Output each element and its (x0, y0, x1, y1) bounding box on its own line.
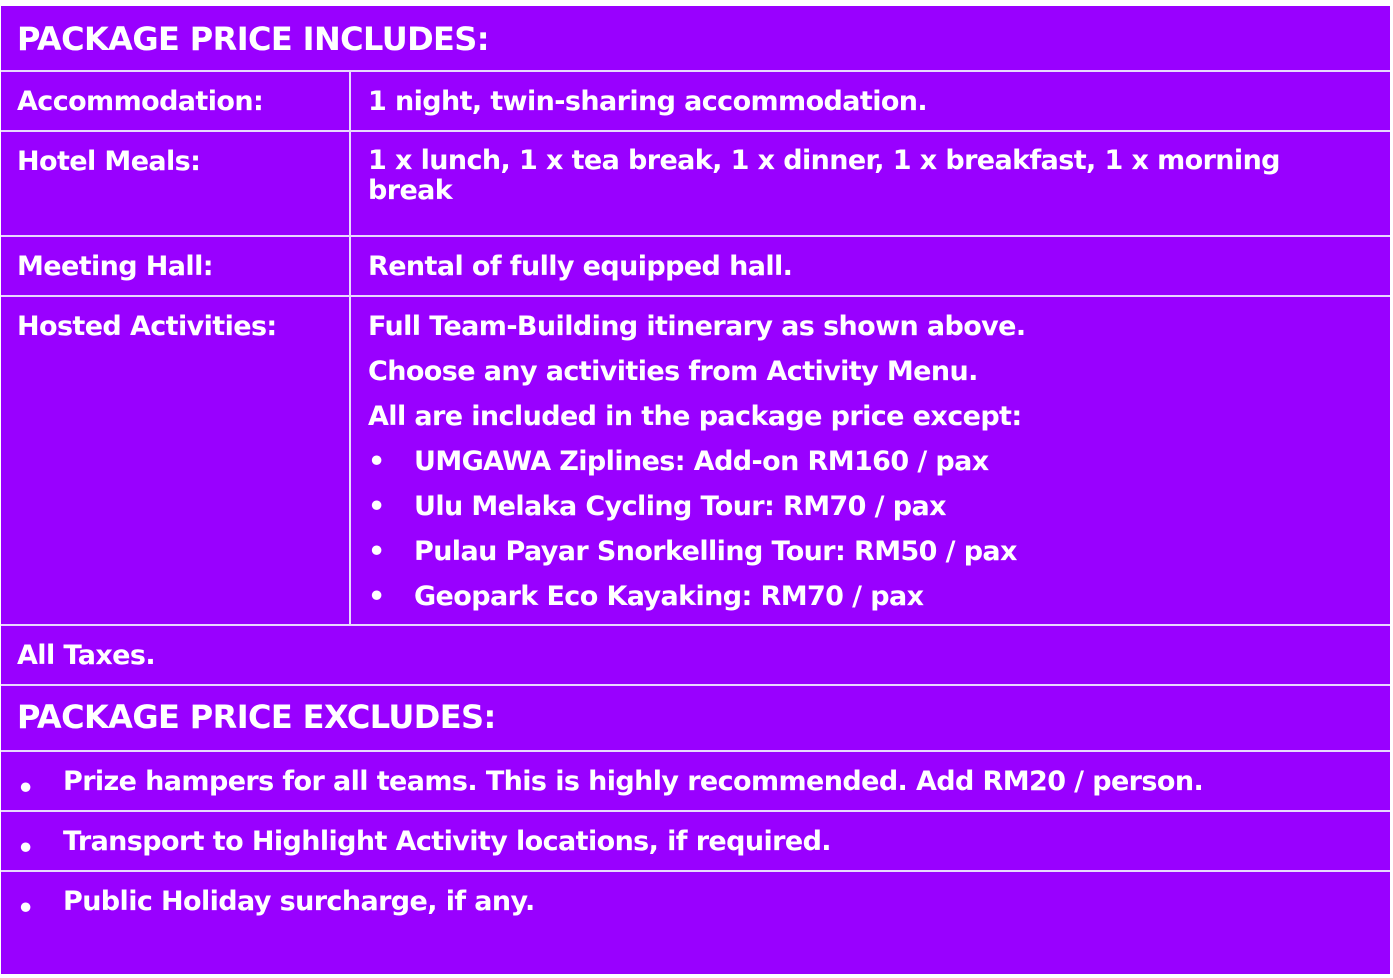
activity-addon: Ulu Melaka Cycling Tour: RM70 / pax (414, 491, 946, 522)
activity-note: All are included in the package price except: (368, 401, 1022, 432)
table-row (1, 132, 1390, 237)
exclusion-item: Transport to Highlight Activity locations, if required. (63, 826, 831, 857)
package-price-table (1, 6, 1390, 974)
table-row (1, 626, 1390, 686)
list-item (1, 812, 1390, 870)
excludes-header-row (1, 686, 1390, 752)
bullet-icon: • (17, 773, 34, 804)
list-item (368, 439, 1376, 484)
all-taxes: All Taxes. (17, 640, 156, 671)
bullet-icon: • (17, 833, 34, 864)
activity-note: Choose any activities from Activity Menu. (368, 356, 978, 387)
exclusion-item: Prize hampers for all teams. This is highly recommended. Add RM20 / person. (63, 766, 1204, 797)
includes-title: PACKAGE PRICE INCLUDES: (17, 20, 489, 58)
activity-addon: UMGAWA Ziplines: Add-on RM160 / pax (414, 446, 989, 477)
table-row (1, 297, 1390, 626)
list-item (368, 574, 1376, 619)
list-item (1, 752, 1390, 810)
bullet-icon: • (368, 536, 385, 567)
bullet-icon: • (368, 491, 385, 522)
row-label-accommodation: Accommodation: (17, 86, 264, 117)
list-item (368, 529, 1376, 574)
row-value-accommodation: 1 night, twin-sharing accommodation. (349, 72, 1390, 130)
row-value-hosted-activities (349, 297, 1390, 624)
bullet-icon: • (368, 446, 385, 477)
excludes-title: PACKAGE PRICE EXCLUDES: (17, 698, 496, 736)
activity-note: Full Team-Building itinerary as shown above. (368, 311, 1026, 342)
includes-header-row (1, 6, 1390, 72)
row-label-hotel-meals: Hotel Meals: (17, 146, 201, 177)
list-item (1, 872, 1390, 974)
row-value-hotel-meals: 1 x lunch, 1 x tea break, 1 x dinner, 1 x breakfast, 1 x morning break (349, 132, 1390, 235)
table-row (1, 752, 1390, 812)
row-label-hosted-activities: Hosted Activities: (17, 311, 277, 342)
exclusion-item: Public Holiday surcharge, if any. (63, 886, 535, 917)
table-row (1, 72, 1390, 132)
row-value-meeting-hall: Rental of fully equipped hall. (349, 237, 1390, 295)
table-row (1, 237, 1390, 297)
row-label-meeting-hall: Meeting Hall: (17, 251, 213, 282)
list-item (368, 484, 1376, 529)
activity-addon: Pulau Payar Snorkelling Tour: RM50 / pax (414, 536, 1017, 567)
bullet-icon: • (17, 893, 34, 924)
activity-addon: Geopark Eco Kayaking: RM70 / pax (414, 581, 924, 612)
bullet-icon: • (368, 581, 385, 612)
table-row (1, 872, 1390, 974)
table-row (1, 812, 1390, 872)
